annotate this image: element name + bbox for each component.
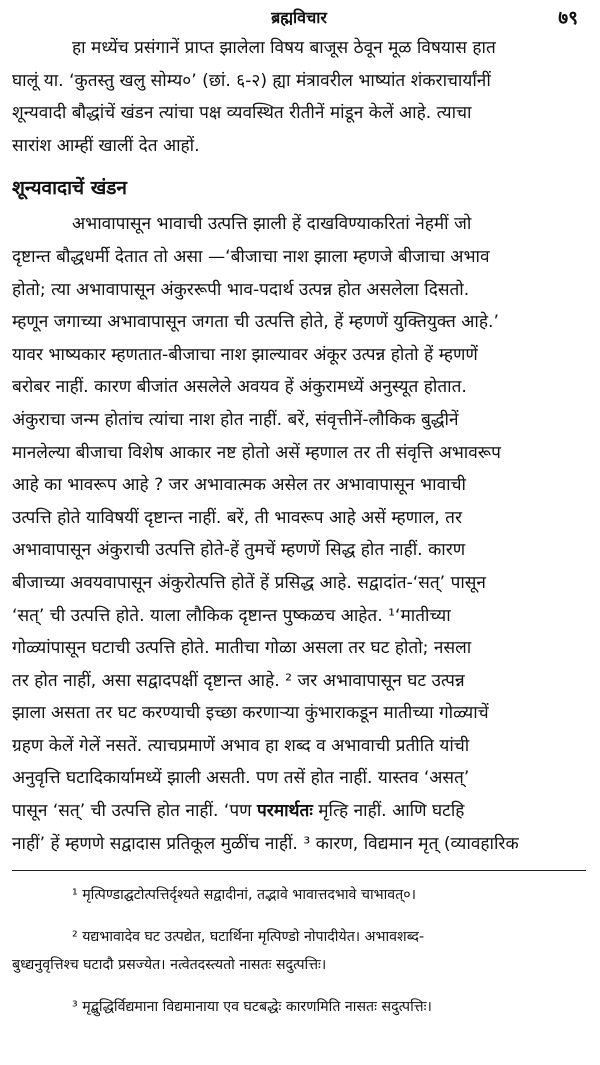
- section-heading: शून्यवादाचें खंडन: [12, 177, 127, 200]
- footnote-1: [12, 881, 586, 909]
- body-paragraph: [12, 208, 586, 860]
- text-line: झाला असता तर घट करण्याची इच्छा करणाऱ्या कुंभाराकडून मातीच्या गोळ्याचें: [12, 703, 489, 724]
- text-line: अंकुराचा जन्म होतांच त्यांचा नाश होत नाहीं. बरें, संवृत्तीनें-लौकिक बुद्धीनें: [12, 409, 459, 430]
- footnote-line: ¹ मृत्पिण्डाद्घटोत्पत्तिर्दृश्यते सद्वादीनां, तद्भावे भावात्तदभावे चाभावत्०।: [72, 887, 417, 904]
- text-fragment: मृत्हि नाहीं. आणि घटहि: [312, 801, 465, 822]
- text-line: बीजाच्या अवयवापासून अंकुरोत्पत्ति होतें हें प्रसिद्ध आहे. सद्वादांत-‘सत्’ पासून: [12, 572, 486, 593]
- text-line: आहे का भावरूप आहे ? जर अभावात्मक असेल तर अभावापासून भावाची: [12, 475, 466, 496]
- text-line: मानलेल्या बीजाचा विशेष आकार नष्ट होतो असें म्हणाल तर ती संवृत्ति अभावरूप: [12, 442, 501, 463]
- text-line: अभावापासून अंकुराची उत्पत्ति होते-हें तुमचें म्हणणें सिद्ध होत नाहीं. कारण: [12, 540, 466, 561]
- text-line: नाहीं’ हें म्हणणे सद्वादास प्रतिकूल मुळींच नाहीं. ³ कारण, विद्यमान मृत् (व्यावहारिक: [12, 833, 519, 854]
- page-number: ७९: [558, 7, 578, 29]
- bold-term: परमार्थतः: [257, 801, 313, 822]
- text-line: गोळ्यांपासून घटाची उत्पत्ति होते. मातीचा गोळा असला तर घट होतो; नसला: [12, 638, 472, 659]
- text-line: घालूं या. ‘कुतस्तु खलु सोम्य०’ (छां. ६-२) ह्या मंत्रावरील भाष्यांत शंकराचार्यांनीं: [12, 70, 491, 91]
- page-header: [12, 0, 586, 32]
- text-line: उत्पत्ति होते याविषयीं दृष्टान्त नाहीं. बरें, ती भावरूप आहे असें म्हणाल, तर: [12, 507, 462, 528]
- text-line: होतो; त्या अभावापासून अंकुररूपी भाव-पदार्थ उत्पन्न होत असलेला दिसतो.: [12, 279, 470, 300]
- text-line: म्हणून जगाच्या अभावापासून जगता ची उत्पत्ति होते, हें म्हणणें युक्तियुक्त आहे.’: [12, 312, 499, 333]
- text-line: दृष्टान्त बौद्धधर्मी देतात तो असा —‘बीजाचा नाश झाला म्हणजे बीजाचा अभाव: [12, 246, 490, 267]
- text-line: ‘सत्’ ची उत्पत्ति होते. याला लौकिक दृष्टान्त पुष्कळच आहेत. ¹‘मातीच्या: [12, 605, 451, 626]
- text-line: शून्यवादी बौद्धांचें खंडन त्यांचा पक्ष व्यवस्थित रीतीनें मांडून केलें आहे. त्याचा: [12, 103, 472, 124]
- text-fragment: पासून ‘सत्’ ची उत्पत्ति होत नाहीं. ‘पण: [12, 801, 258, 822]
- text-line: अभावापासून भावाची उत्पत्ति झाली हें दाखविण्याकरितां नेहमीं जो: [72, 214, 472, 235]
- text-line: ग्रहण केलें गेलें नसतें. त्याचप्रमाणें अभाव हा शब्द व अभावाची प्रतीति यांची: [12, 735, 470, 756]
- footnote-line: ³ मृद्बुद्धिर्विद्यमाना विद्यमानाया एव घटबद्धेः कारणमिति नासतः सदुत्पत्तिः।: [72, 999, 432, 1016]
- footnotes: [12, 881, 586, 1021]
- text-line: [12, 795, 586, 828]
- text-line: तर होत नाहीं, असा सद्वादपक्षीं दृष्टान्त आहे. ² जर अभावापासून घट उत्पन्न: [12, 670, 465, 691]
- text-line: हा मध्येंच प्रसंगानें प्राप्त झालेला विषय बाजूस ठेवून मूळ विषयास हात: [72, 38, 496, 58]
- text-line: यावर भाष्यकार म्हणतात-बीजाचा नाश झाल्यावर अंकूर उत्पन्न होतो हें म्हणणें: [12, 344, 478, 365]
- text-line: सारांश आम्हीं खालीं देत आहों.: [12, 135, 200, 156]
- intro-paragraph: [12, 32, 586, 162]
- footnote-3: [12, 993, 586, 1021]
- footnote-line: बुध्द्यनुवृत्तिश्च घटादौ प्रसज्येत। नत्वेतदस्त्यतो नासतः सदुत्पत्तिः।: [12, 957, 327, 974]
- text-line: बरोबर नाहीं. कारण बीजांत असलेले अवयव हें अंकुरामध्यें अनुस्यूत होतात.: [12, 377, 467, 398]
- footnote-divider: [12, 870, 586, 871]
- text-line: अनुवृत्ति घटादिकार्यामध्यें झाली असती. पण तसें होत नाहीं. यास्तव ‘असत्’: [12, 768, 470, 789]
- running-title: ब्रह्मविचार: [271, 8, 327, 27]
- footnote-line: ² यद्यभावादेव घट उत्पद्येत, घटार्थिना मृत्पिण्डो नोपादीयेत। अभावशब्द-: [72, 929, 425, 946]
- footnote-2: [12, 923, 586, 979]
